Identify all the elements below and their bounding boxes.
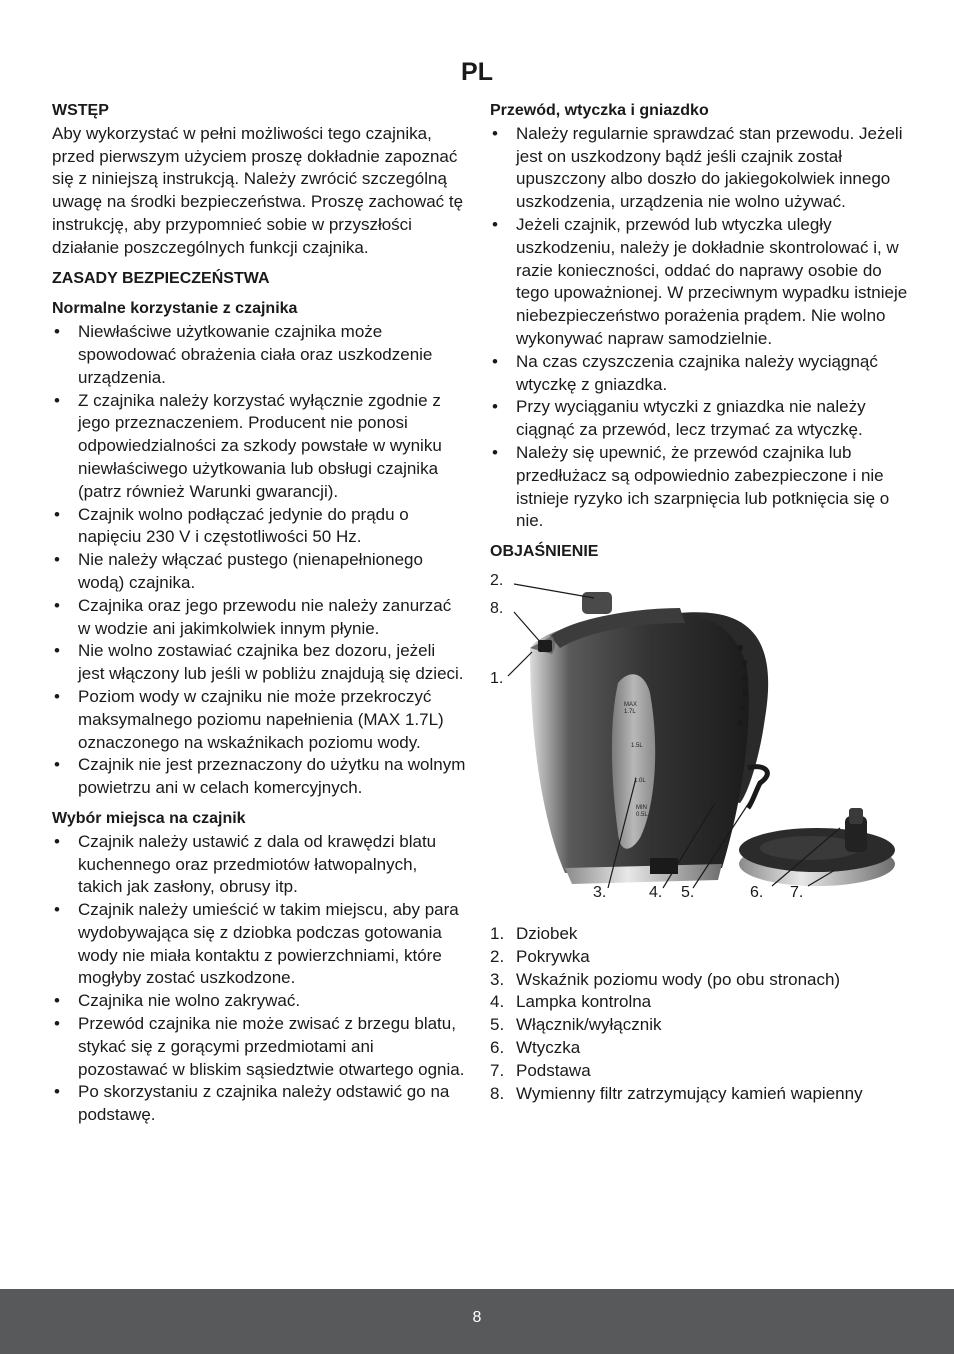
intro-title: WSTĘP — [52, 102, 109, 119]
callout-7: 7. — [790, 883, 804, 901]
list-item: • Nie wolno zostawiać czajnika bez dozoru, jeżeli jest włączony lub jeśli w pobliżu znajdują się dzieci. — [52, 640, 466, 686]
placement-title: Wybór miejsca na czajnik — [52, 809, 246, 827]
list-item: 4. Lampka kontrolna — [490, 992, 652, 1012]
right-column — [490, 100, 910, 1105]
list-item: 6. Wtyczka — [490, 1037, 581, 1057]
list-item: • Należy się upewnić, że przewód czajnika lub przedłużacz są odpowiednio zabezpieczone i nie istnieje ryzyko ich szarpnięcia lub potknięcia się o nie. — [490, 442, 910, 533]
list-item: • Czajnik należy ustawić z dala od krawędzi blatu kuchennego oraz przedmiotów łatwopalnych, takich jak zasłony, obrusy itp. — [52, 831, 466, 899]
callout-2: 2. — [490, 571, 504, 589]
list-item: 5. Włącznik/wyłącznik — [490, 1015, 662, 1035]
normal-use-list — [52, 321, 466, 800]
list-item: • Przewód czajnika nie może zwisać z brzegu blatu, stykać się z gorącymi przedmiotami ani pozostawać w bliskim sąsiedztwie otwartego ognia. — [52, 1013, 466, 1081]
left-column — [52, 100, 466, 1127]
parts-list — [490, 923, 910, 1105]
list-item: • Nie należy włączać pustego (nienapełnionego wodą) czajnika. — [52, 549, 466, 595]
normal-use-title: Normalne korzystanie z czajnika — [52, 300, 298, 318]
callout-6: 6. — [750, 883, 764, 901]
callout-1: 1. — [490, 669, 504, 687]
list-item: • Należy regularnie sprawdzać stan przewodu. Jeżeli jest on uszkodzony bądź jeśli czajnik został upuszczony albo doszło do jakiegokolwiek innego uszkodzenia, urządzenia nie wolno używać. — [490, 123, 910, 214]
list-item: 3. Wskaźnik poziomu wody (po obu stronach) — [490, 969, 841, 989]
list-item: 1. Dziobek — [490, 923, 578, 943]
cord-list — [490, 123, 910, 533]
safety-title: ZASADY BEZPIECZEŃSTWA — [52, 269, 270, 287]
page-number: 8 — [472, 1309, 482, 1326]
level-mark-min: MIN 0.5L — [636, 804, 648, 818]
explanation-title: OBJAŚNIENIE — [490, 543, 599, 561]
list-item: • Czajnika nie wolno zakrywać. — [52, 990, 466, 1013]
list-item: 7. Podstawa — [490, 1060, 591, 1080]
list-item: • Jeżeli czajnik, przewód lub wtyczka uległy uszkodzeniu, należy je dokładnie skontrolować i, w razie konieczności, oddać do naprawy osobie do tego upoważnionej. W przeciwnym wypadku istnieje niebezpieczeństwo porażenia prądem. Nie wolno wykonywać napraw samodzielnie. — [490, 214, 910, 351]
callout-8: 8. — [490, 599, 504, 617]
list-item: • Po skorzystaniu z czajnika należy odstawić go na podstawę. — [52, 1081, 466, 1127]
intro-text: Aby wykorzystać w pełni możliwości tego czajnika, przed pierwszym użyciem proszę dokładnie zapoznać się z niniejszą instrukcją. Należy zwrócić szczególną uwagę na środki bezpieczeństwa. Proszę zachować tę instrukcję, aby przypomnieć sobie w przyszłości działanie poszczególnych funkcji czajnika. — [52, 123, 464, 257]
list-item: • Na czas czyszczenia czajnika należy wyciągnąć wtyczkę z gniazdka. — [490, 351, 910, 397]
list-item: • Poziom wody w czajniku nie może przekroczyć maksymalnego poziomu napełnienia (MAX 1.7L) oznaczonego na wskaźnikach poziomu wody. — [52, 686, 466, 754]
placement-list — [52, 831, 466, 1127]
list-item: • Przy wyciąganiu wtyczki z gniazdka nie należy ciągnąć za przewód, lecz trzymać za wtyczkę. — [490, 396, 910, 442]
list-item: • Czajnik wolno podłączać jedynie do prądu o napięciu 230 V i częstotliwości 50 Hz. — [52, 504, 466, 550]
list-item: • Niewłaściwe użytkowanie czajnika może spowodować obrażenia ciała oraz uszkodzenie urządzenia. — [52, 321, 466, 389]
kettle-illustration — [490, 568, 910, 913]
level-mark-max: MAX 1.7L — [624, 701, 638, 715]
callout-5: 5. — [681, 883, 695, 901]
callout-3: 3. — [593, 883, 607, 901]
list-item: • Z czajnika należy korzystać wyłącznie zgodnie z jego przeznaczeniem. Producent nie ponosi odpowiedzialności za szkody powstałe w wyniku niewłaściwego użytkowania lub obsługi czajnika (patrz również Warunki gwarancji). — [52, 390, 466, 504]
kettle-figure — [490, 568, 910, 913]
list-item: • Czajnika oraz jego przewodu nie należy zanurzać w wodzie ani jakimkolwiek innym płynie. — [52, 595, 466, 641]
list-item: 8. Wymienny filtr zatrzymujący kamień wapienny — [490, 1083, 863, 1103]
cord-title: Przewód, wtyczka i gniazdko — [490, 102, 709, 119]
level-mark-1-0: 1.0L — [634, 777, 646, 784]
list-item: 2. Pokrywka — [490, 946, 590, 966]
list-item: • Czajnik należy umieścić w takim miejscu, aby para wydobywająca się z dziobka podczas gotowania wody nie miała kontaktu z powierzchniami, które mogłyby zostać uszkodzone. — [52, 899, 466, 990]
list-item: • Czajnik nie jest przeznaczony do użytku na wolnym powietrzu ani w celach komercyjnych. — [52, 754, 466, 800]
language-heading: PL — [461, 58, 493, 86]
level-mark-1-5: 1.5L — [631, 742, 643, 749]
callout-4: 4. — [649, 883, 663, 901]
page-footer — [0, 1289, 954, 1354]
